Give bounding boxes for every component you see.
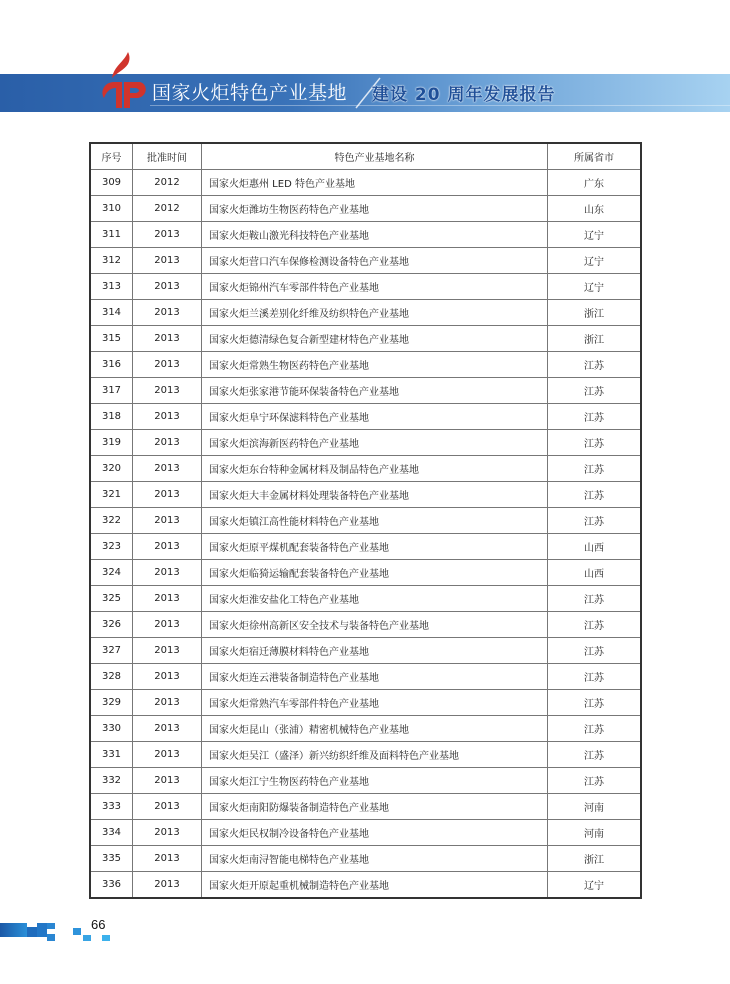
approval-year-cell: 2013: [133, 508, 202, 534]
base-name-cell: 国家火炬徐州高新区安全技术与装备特色产业基地: [202, 612, 548, 638]
base-name-cell: 国家火炬滨海新医药特色产业基地: [202, 430, 548, 456]
table-row: [90, 586, 641, 612]
base-name-cell: 国家火炬宿迁薄膜材料特色产业基地: [202, 638, 548, 664]
serial-cell: 336: [90, 872, 133, 899]
table-row: [90, 872, 641, 899]
province-cell: 江苏: [548, 612, 642, 638]
province-cell: 广东: [548, 170, 642, 196]
serial-cell: 320: [90, 456, 133, 482]
table-row: [90, 560, 641, 586]
approval-year-cell: 2013: [133, 300, 202, 326]
base-name-cell: 国家火炬德清绿色复合新型建材特色产业基地: [202, 326, 548, 352]
serial-cell: 329: [90, 690, 133, 716]
table-row: [90, 846, 641, 872]
base-name-cell: 国家火炬吴江（盛泽）新兴纺织纤维及面料特色产业基地: [202, 742, 548, 768]
approval-year-cell: 2012: [133, 196, 202, 222]
header-approval-year: 批准时间: [133, 143, 202, 170]
serial-cell: 330: [90, 716, 133, 742]
serial-cell: 322: [90, 508, 133, 534]
serial-cell: 334: [90, 820, 133, 846]
serial-cell: 313: [90, 274, 133, 300]
base-name-cell: 国家火炬开原起重机械制造特色产业基地: [202, 872, 548, 899]
base-name-cell: 国家火炬临猗运输配套装备特色产业基地: [202, 560, 548, 586]
province-cell: 浙江: [548, 846, 642, 872]
approval-year-cell: 2013: [133, 222, 202, 248]
province-cell: 江苏: [548, 378, 642, 404]
serial-cell: 324: [90, 560, 133, 586]
approval-year-cell: 2013: [133, 820, 202, 846]
serial-cell: 309: [90, 170, 133, 196]
table-row: [90, 430, 641, 456]
base-name-cell: 国家火炬鞍山激光科技特色产业基地: [202, 222, 548, 248]
base-name-cell: 国家火炬常熟汽车零部件特色产业基地: [202, 690, 548, 716]
province-cell: 辽宁: [548, 872, 642, 899]
province-cell: 河南: [548, 820, 642, 846]
base-name-cell: 国家火炬南浔智能电梯特色产业基地: [202, 846, 548, 872]
table-row: [90, 222, 641, 248]
table-row: [90, 534, 641, 560]
header-serial: 序号: [90, 143, 133, 170]
province-cell: 山东: [548, 196, 642, 222]
province-cell: 江苏: [548, 664, 642, 690]
approval-year-cell: 2012: [133, 170, 202, 196]
table-row: [90, 404, 641, 430]
base-name-cell: 国家火炬惠州 LED 特色产业基地: [202, 170, 548, 196]
province-cell: 河南: [548, 794, 642, 820]
province-cell: 辽宁: [548, 248, 642, 274]
base-name-cell: 国家火炬常熟生物医药特色产业基地: [202, 352, 548, 378]
serial-cell: 311: [90, 222, 133, 248]
province-cell: 江苏: [548, 586, 642, 612]
base-name-cell: 国家火炬民权制冷设备特色产业基地: [202, 820, 548, 846]
approval-year-cell: 2013: [133, 872, 202, 899]
approval-year-cell: 2013: [133, 742, 202, 768]
approval-year-cell: 2013: [133, 638, 202, 664]
serial-cell: 323: [90, 534, 133, 560]
base-name-cell: 国家火炬昆山（张浦）精密机械特色产业基地: [202, 716, 548, 742]
base-name-cell: 国家火炬镇江高性能材料特色产业基地: [202, 508, 548, 534]
province-cell: 江苏: [548, 482, 642, 508]
serial-cell: 316: [90, 352, 133, 378]
province-cell: 江苏: [548, 456, 642, 482]
province-cell: 江苏: [548, 716, 642, 742]
banner-title-left: 国家火炬特色产业基地: [152, 82, 348, 104]
province-cell: 山西: [548, 560, 642, 586]
approval-year-cell: 2013: [133, 664, 202, 690]
province-cell: 江苏: [548, 768, 642, 794]
table-row: [90, 274, 641, 300]
approval-year-cell: 2013: [133, 612, 202, 638]
serial-cell: 326: [90, 612, 133, 638]
serial-cell: 331: [90, 742, 133, 768]
serial-cell: 318: [90, 404, 133, 430]
industry-base-table: [89, 142, 642, 899]
serial-cell: 333: [90, 794, 133, 820]
approval-year-cell: 2013: [133, 560, 202, 586]
base-name-cell: 国家火炬张家港节能环保装备特色产业基地: [202, 378, 548, 404]
banner-title-right: 建设 20 周年发展报告: [372, 85, 556, 105]
table-row: [90, 456, 641, 482]
approval-year-cell: 2013: [133, 690, 202, 716]
approval-year-cell: 2013: [133, 404, 202, 430]
serial-cell: 312: [90, 248, 133, 274]
serial-cell: 314: [90, 300, 133, 326]
table-row: [90, 716, 641, 742]
approval-year-cell: 2013: [133, 326, 202, 352]
table-row: [90, 664, 641, 690]
province-cell: 江苏: [548, 404, 642, 430]
base-name-cell: 国家火炬江宁生物医药特色产业基地: [202, 768, 548, 794]
table-row: [90, 612, 641, 638]
table-row: [90, 508, 641, 534]
approval-year-cell: 2013: [133, 716, 202, 742]
province-cell: 浙江: [548, 300, 642, 326]
approval-year-cell: 2013: [133, 586, 202, 612]
province-cell: 江苏: [548, 742, 642, 768]
table-row: [90, 690, 641, 716]
base-name-cell: 国家火炬连云港装备制造特色产业基地: [202, 664, 548, 690]
approval-year-cell: 2013: [133, 274, 202, 300]
table-row: [90, 378, 641, 404]
table-row: [90, 482, 641, 508]
table-row: [90, 742, 641, 768]
serial-cell: 327: [90, 638, 133, 664]
approval-year-cell: 2013: [133, 534, 202, 560]
base-name-cell: 国家火炬营口汽车保修检测设备特色产业基地: [202, 248, 548, 274]
base-name-cell: 国家火炬淮安盐化工特色产业基地: [202, 586, 548, 612]
serial-cell: 335: [90, 846, 133, 872]
province-cell: 江苏: [548, 690, 642, 716]
serial-cell: 310: [90, 196, 133, 222]
province-cell: 江苏: [548, 430, 642, 456]
serial-cell: 332: [90, 768, 133, 794]
header-base-name: 特色产业基地名称: [202, 143, 548, 170]
approval-year-cell: 2013: [133, 846, 202, 872]
approval-year-cell: 2013: [133, 768, 202, 794]
table-row: [90, 768, 641, 794]
page-number: 66: [91, 917, 106, 932]
base-name-cell: 国家火炬南阳防爆装备制造特色产业基地: [202, 794, 548, 820]
base-name-cell: 国家火炬潍坊生物医药特色产业基地: [202, 196, 548, 222]
table-row: [90, 820, 641, 846]
approval-year-cell: 2013: [133, 456, 202, 482]
approval-year-cell: 2013: [133, 430, 202, 456]
base-name-cell: 国家火炬东台特种金属材料及制品特色产业基地: [202, 456, 548, 482]
serial-cell: 319: [90, 430, 133, 456]
base-name-cell: 国家火炬兰溪差别化纤维及纺织特色产业基地: [202, 300, 548, 326]
table-row: [90, 196, 641, 222]
serial-cell: 315: [90, 326, 133, 352]
province-cell: 江苏: [548, 638, 642, 664]
serial-cell: 325: [90, 586, 133, 612]
approval-year-cell: 2013: [133, 378, 202, 404]
province-cell: 辽宁: [548, 274, 642, 300]
table-body: [90, 170, 641, 899]
approval-year-cell: 2013: [133, 482, 202, 508]
table-row: [90, 326, 641, 352]
base-name-cell: 国家火炬锦州汽车零部件特色产业基地: [202, 274, 548, 300]
table-row: [90, 638, 641, 664]
serial-cell: 328: [90, 664, 133, 690]
table-row: [90, 794, 641, 820]
base-name-cell: 国家火炬阜宁环保滤料特色产业基地: [202, 404, 548, 430]
province-cell: 江苏: [548, 508, 642, 534]
province-cell: 江苏: [548, 352, 642, 378]
province-cell: 辽宁: [548, 222, 642, 248]
province-cell: 山西: [548, 534, 642, 560]
table-header-row: [90, 143, 641, 170]
banner-underline: [150, 105, 730, 106]
province-cell: 浙江: [548, 326, 642, 352]
table-row: [90, 352, 641, 378]
serial-cell: 321: [90, 482, 133, 508]
table-row: [90, 170, 641, 196]
base-name-cell: 国家火炬大丰金属材料处理装备特色产业基地: [202, 482, 548, 508]
approval-year-cell: 2013: [133, 248, 202, 274]
header-province: 所属省市: [548, 143, 642, 170]
base-name-cell: 国家火炬原平煤机配套装备特色产业基地: [202, 534, 548, 560]
table-row: [90, 300, 641, 326]
torch-logo-icon: [96, 52, 148, 110]
table-row: [90, 248, 641, 274]
approval-year-cell: 2013: [133, 352, 202, 378]
serial-cell: 317: [90, 378, 133, 404]
approval-year-cell: 2013: [133, 794, 202, 820]
